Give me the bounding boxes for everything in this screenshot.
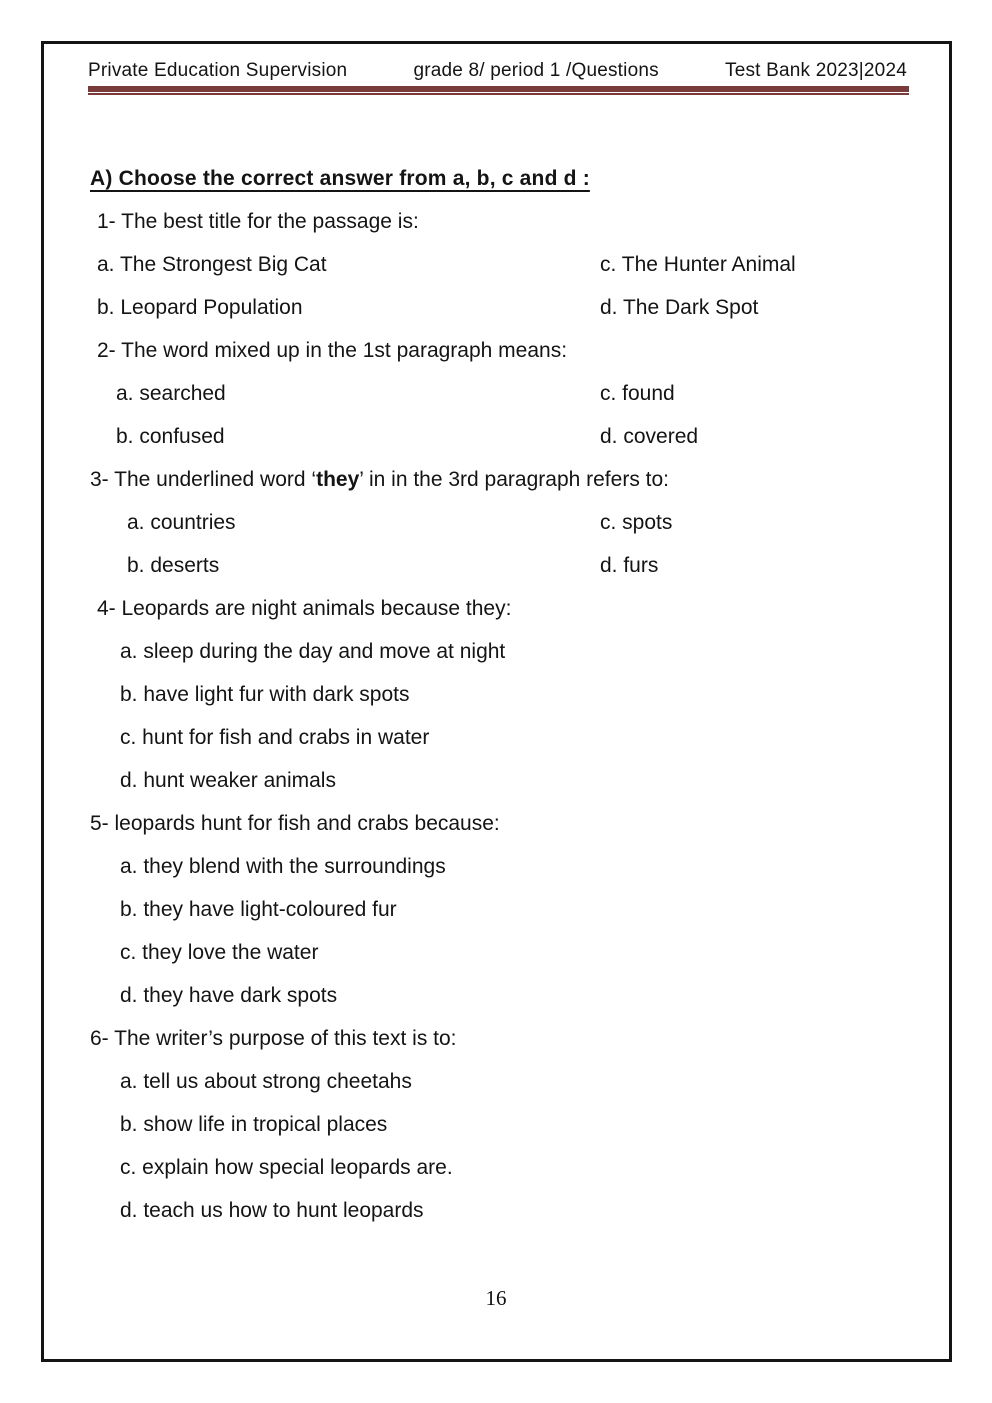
question-1-stem: 1- The best title for the passage is:: [97, 210, 419, 233]
answer-option: c. explain how special leopards are.: [120, 1156, 453, 1179]
question-3-stem-post: ’ in in the 3rd paragraph refers to:: [359, 468, 669, 491]
answer-option: d. hunt weaker animals: [120, 769, 336, 792]
header-rule: [88, 86, 909, 95]
question-3-stem-bold-word: they: [316, 468, 360, 491]
answer-option: b. deserts: [127, 554, 220, 577]
question-3-stem-pre: 3- The underlined word ‘: [90, 468, 317, 491]
question-3-options-row-2: [90, 544, 929, 587]
answer-option: a. countries: [127, 511, 236, 534]
question-5-stem: 5- leopards hunt for fish and crabs because:: [90, 812, 500, 835]
answer-option: c. The Hunter Animal: [600, 253, 796, 276]
header-center-text: grade 8/ period 1 /Questions: [413, 60, 659, 81]
answer-option: b. have light fur with dark spots: [120, 683, 410, 706]
answer-option: c. they love the water: [120, 941, 319, 964]
answer-option: b. confused: [116, 425, 225, 448]
answer-option: a. The Strongest Big Cat: [97, 253, 327, 276]
answer-option: a. searched: [116, 382, 226, 405]
question-6-stem: 6- The writer’s purpose of this text is to:: [90, 1027, 457, 1050]
answer-option: d. teach us how to hunt leopards: [120, 1199, 424, 1222]
header-left-text: Private Education Supervision: [88, 60, 348, 81]
answer-option: a. tell us about strong cheetahs: [120, 1070, 412, 1093]
answer-option: c. hunt for fish and crabs in water: [120, 726, 430, 749]
answer-option: a. sleep during the day and move at night: [120, 640, 506, 663]
question-2-options-row-1: [90, 372, 929, 415]
answer-option: b. Leopard Population: [97, 296, 303, 319]
answer-option: d. they have dark spots: [120, 984, 338, 1007]
section-title: A) Choose the correct answer from a, b, c and d :: [90, 167, 590, 190]
question-2-stem: 2- The word mixed up in the 1st paragraph means:: [97, 339, 568, 362]
answer-option: a. they blend with the surroundings: [120, 855, 446, 878]
answer-option: b. they have light-coloured fur: [120, 898, 397, 921]
question-2-options-row-2: [90, 415, 929, 458]
question-1-options-row-1: [90, 243, 929, 286]
question-3-options-row-1: [90, 501, 929, 544]
answer-option: b. show life in tropical places: [120, 1113, 388, 1136]
answer-option: d. furs: [600, 554, 659, 577]
page-header: [88, 60, 907, 82]
question-4-stem: 4- Leopards are night animals because they:: [97, 597, 512, 620]
page-border-frame: [41, 41, 952, 1362]
header-right-text: Test Bank 2023|2024: [725, 60, 907, 81]
answer-option: d. covered: [600, 425, 699, 448]
answer-option: c. spots: [600, 511, 673, 534]
question-1-options-row-2: [90, 286, 929, 329]
questions-section: [44, 95, 949, 1232]
page-number: 16: [485, 1286, 507, 1310]
question-3-stem: [90, 458, 929, 501]
answer-option: d. The Dark Spot: [600, 296, 759, 319]
answer-option: c. found: [600, 382, 675, 405]
